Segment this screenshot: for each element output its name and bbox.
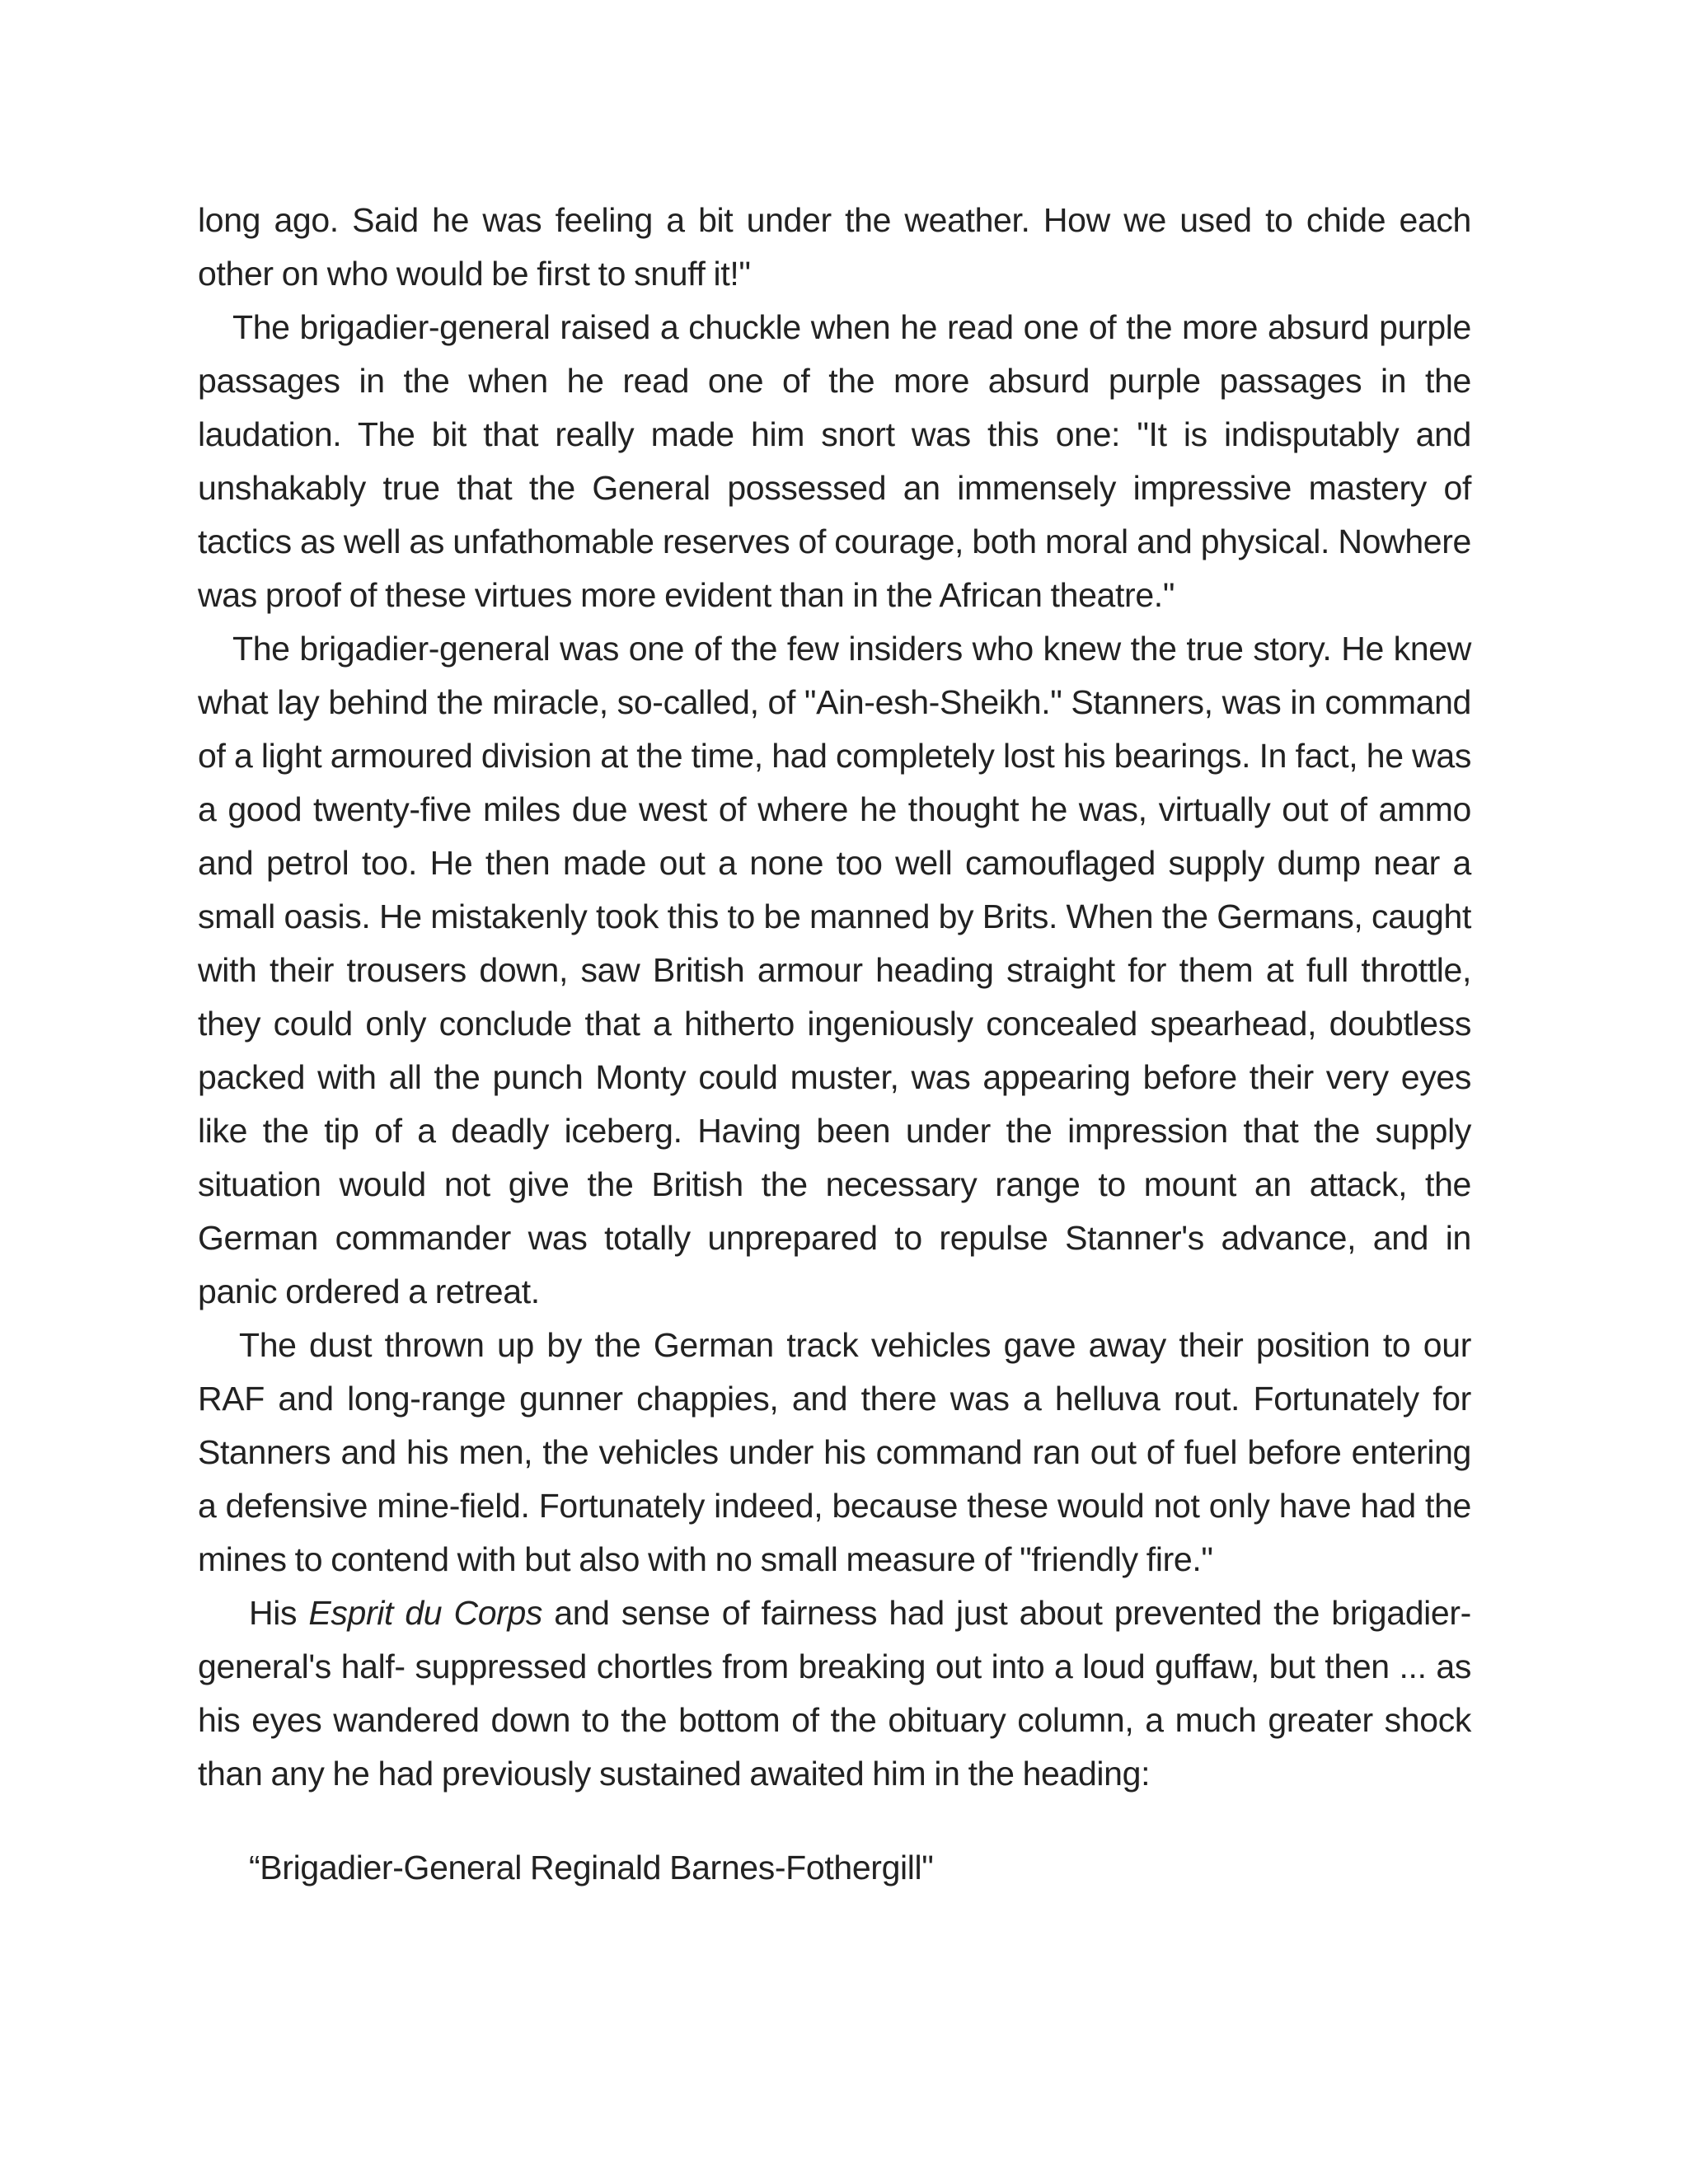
esprit-du-corps-italic: Esprit du Corps — [308, 1594, 543, 1632]
paragraph-5 — [198, 1586, 1471, 1801]
obituary-heading: “Brigadier-General Reginald Barnes-Fothergill" — [249, 1849, 934, 1886]
body-text — [198, 194, 1471, 1895]
paragraph-4: The dust thrown up by the German track vehicles gave away their position to our RAF and long-range gunner chappies, and there was a helluva rout. Fortunately for Stanners and his men, the vehicles under his command ran out of fuel before entering a defensive mine-field. Fortunately indeed, because these would not only have had the mines to contend with but also with no small measure of "friendly fire." — [198, 1326, 1471, 1578]
paragraph-5-lead: His — [249, 1594, 309, 1632]
paragraph-1: long ago. Said he was feeling a bit under the weather. How we used to chide each other on who would be first to snuff it!" — [198, 201, 1471, 293]
paragraph-5-rest: and sense of fairness had just about prevented the brigadier-general's half- suppressed chortles from breaking out into a loud guffaw, but then ... as his eyes wandered down to the bottom of the obituary column, a much greater shock than any he had previously sustained awaited him in the heading: — [198, 1594, 1471, 1793]
paragraph-2: The brigadier-general raised a chuckle when he read one of the more absurd purple passages in the when he read one of the more absurd purple passages in the laudation. The bit that really made him snort was this one: "It is indisputably and unshakably true that the General possessed an immensely impressive mastery of tactics as well as unfathomable reserves of courage, both moral and physical. Nowhere was proof of these virtues more evident than in the African theatre." — [198, 308, 1471, 614]
paragraph-3: The brigadier-general was one of the few insiders who knew the true story. He knew what lay behind the miracle, so-called, of "Ain-esh-Sheikh." Stanners, was in command of a light armoured division at the time, had completely lost his bearings. In fact, he was a good twenty-five miles due west of where he thought he was, virtually out of ammo and petrol too. He then made out a none too well camouflaged supply dump near a small oasis. He mistakenly took this to be manned by Brits. When the Germans, caught with their trousers down, saw British armour heading straight for them at full throttle, they could only conclude that a hitherto ingeniously concealed spearhead, doubtless packed with all the punch Monty could muster, was appearing before their very eyes like the tip of a deadly iceberg. Having been under the impression that the supply situation would not give the British the necessary range to mount an attack, the German commander was totally unprepared to repulse Stanner's advance, and in panic ordered a retreat. — [198, 630, 1471, 1310]
